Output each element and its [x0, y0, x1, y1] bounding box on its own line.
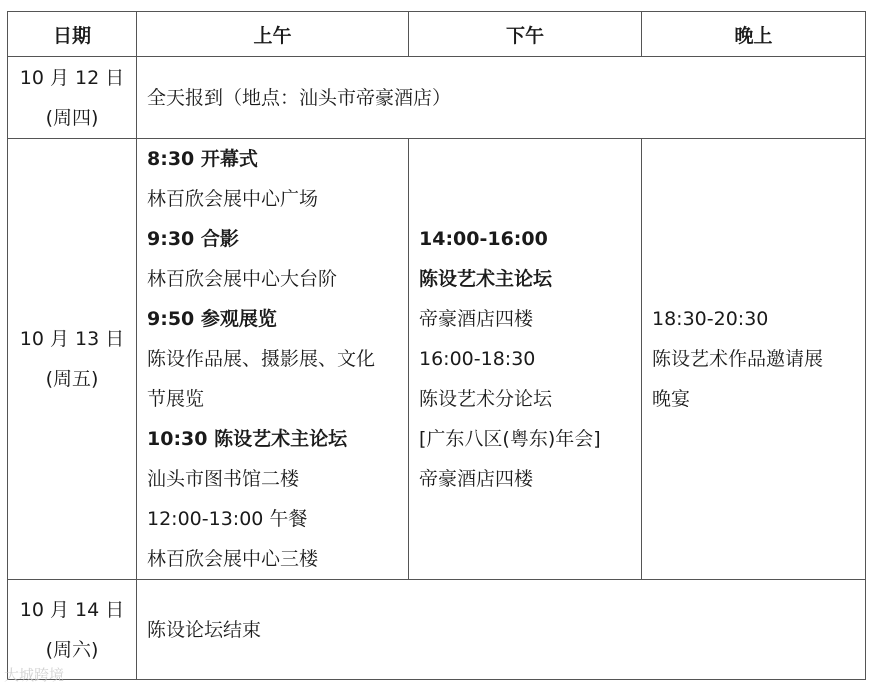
- weekday-text: (周五): [45, 368, 99, 390]
- header-evening: 晚上: [642, 12, 866, 57]
- date-text: 10 月 13 日: [19, 328, 125, 350]
- header-date: 日期: [8, 12, 137, 57]
- schedule-line: 12:00-13:00 午餐: [147, 508, 308, 530]
- morning-cell-oct13: [137, 139, 409, 580]
- schedule-line: 14:00-16:00: [419, 228, 548, 250]
- schedule-line: 18:30-20:30: [652, 308, 769, 330]
- schedule-line: 9:50 参观展览: [147, 308, 277, 330]
- date-cell-oct13: [8, 139, 137, 580]
- schedule-line: 节展览: [147, 388, 205, 410]
- morning-list: [147, 139, 408, 579]
- allday-text: 全天报到（地点：汕头市帝豪酒店）: [147, 86, 452, 109]
- date-cell-oct12: [8, 57, 137, 139]
- table-row-oct13: [8, 139, 866, 580]
- header-morning: 上午: [137, 12, 409, 57]
- table-row-oct14: [8, 580, 866, 680]
- schedule-line: 林百欣会展中心三楼: [147, 548, 319, 570]
- date-text: 10 月 14 日: [19, 598, 125, 621]
- allday-cell-oct14: [137, 580, 866, 680]
- schedule-line: 帝豪酒店四楼: [419, 308, 534, 330]
- schedule-line: 林百欣会展中心广场: [147, 188, 319, 210]
- header-afternoon: 下午: [409, 12, 642, 57]
- schedule-line: 16:00-18:30: [419, 348, 536, 370]
- afternoon-list: [419, 219, 641, 499]
- schedule-line: 陈设艺术主论坛: [419, 268, 553, 290]
- schedule-line: 陈设作品展、摄影展、文化: [147, 348, 376, 370]
- weekday-text: (周六): [45, 638, 99, 661]
- evening-cell-oct13: [642, 139, 866, 580]
- schedule-line: 9:30 合影: [147, 228, 239, 250]
- afternoon-cell-oct13: [409, 139, 642, 580]
- evening-list: [652, 299, 865, 419]
- schedule-line: 帝豪酒店四楼: [419, 468, 534, 490]
- schedule-line: 林百欣会展中心大台阶: [147, 268, 338, 290]
- schedule-line: 汕头市图书馆二楼: [147, 468, 300, 490]
- schedule-table: [7, 11, 866, 680]
- allday-cell-oct12: [137, 57, 866, 139]
- schedule-line: 8:30 开幕式: [147, 148, 258, 170]
- date-text: 10 月 12 日: [19, 66, 125, 89]
- allday-text: 陈设论坛结束: [147, 618, 262, 641]
- watermark: 大城跨境: [4, 666, 65, 684]
- schedule-line: 10:30 陈设艺术主论坛: [147, 428, 348, 450]
- schedule-line: [广东八区(粤东)年会]: [419, 428, 601, 450]
- table-row-oct12: [8, 57, 866, 139]
- header-row: [8, 12, 866, 57]
- schedule-line: 晚宴: [652, 388, 691, 410]
- schedule-line: 陈设艺术分论坛: [419, 388, 553, 410]
- schedule-line: 陈设艺术作品邀请展: [652, 348, 824, 370]
- weekday-text: (周四): [45, 106, 99, 129]
